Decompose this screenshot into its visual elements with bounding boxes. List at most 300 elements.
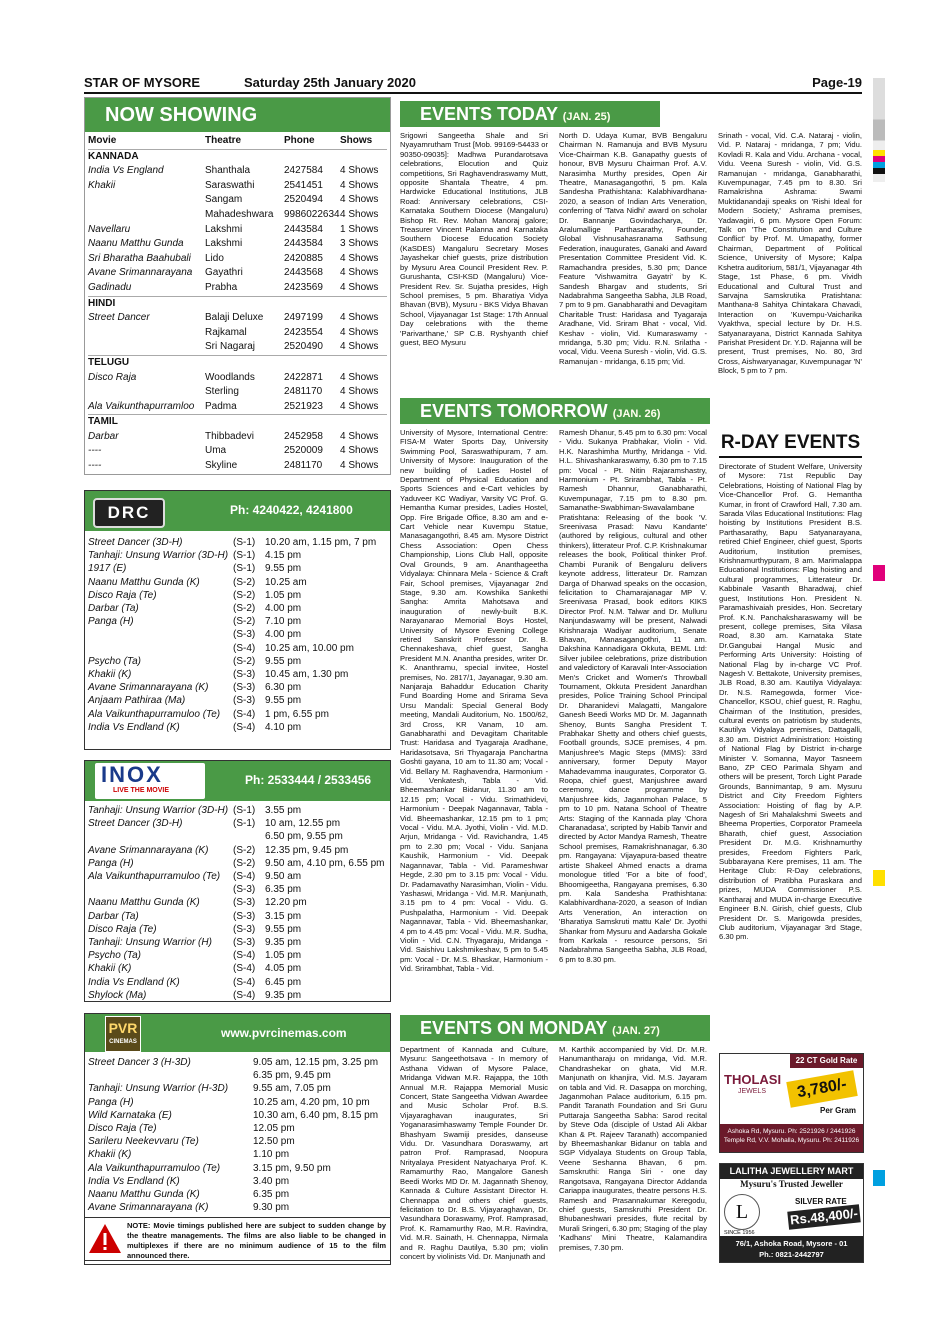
show-times: 6.35 pm	[253, 1189, 290, 1201]
movie-name: Avane Srimannarayana (K)	[88, 682, 209, 694]
movie-name: Naanu Matthu Gunda (K)	[88, 897, 200, 909]
screen: (S-4)	[233, 708, 256, 720]
table-body	[88, 149, 387, 474]
movie-cell: India Vs England	[88, 165, 164, 177]
movie-name: Khakii (K)	[88, 669, 132, 681]
screen: (S-4)	[233, 976, 256, 988]
phone-cell: 2427584	[284, 165, 323, 177]
table-row	[88, 179, 387, 194]
movie-cell: ----	[88, 460, 102, 472]
page-header	[84, 74, 862, 94]
movie-name: Panga (H)	[88, 857, 134, 869]
inox-header	[85, 761, 390, 801]
schedule-row	[88, 1175, 387, 1188]
movie-cell: Ala Vaikunthapurramloo	[88, 400, 195, 412]
show-times: 10.20 am, 1.15 pm, 7 pm	[265, 537, 377, 548]
table-row	[88, 444, 387, 459]
show-times: 1.05 pm	[265, 589, 302, 601]
inox-logo: INOX LIVE THE MOVIE	[95, 763, 205, 799]
table-row	[88, 340, 387, 355]
schedule-row	[88, 1109, 387, 1122]
screen: (S-1)	[233, 818, 256, 830]
schedule-row	[88, 1162, 387, 1175]
color-marks	[873, 150, 885, 174]
shows-cell: 4 Shows	[340, 165, 379, 177]
silver-rate: Rs.48,400/-	[787, 1204, 860, 1229]
movie-cell	[88, 340, 205, 355]
show-times: 3.40 pm	[253, 1175, 290, 1187]
theatre-cell: Gayathri	[205, 267, 243, 279]
theatre-cell: Sri Nagaraj	[205, 341, 256, 353]
show-times: 7.10 pm	[265, 616, 302, 628]
theatre-cell: Lakshmi	[205, 238, 243, 250]
theatre-cell: Uma	[205, 445, 227, 457]
show-times: 9.50 am	[265, 871, 302, 883]
table-row	[88, 237, 387, 252]
movie-cell	[88, 385, 205, 400]
show-times: 1.10 pm	[253, 1149, 290, 1161]
movie-name: Khakii (K)	[88, 1149, 132, 1161]
movie-name	[88, 1069, 233, 1082]
movie-name: Khakii (K)	[88, 963, 132, 975]
movie-name: Ala Vaikunthapurramuloo (Te)	[88, 708, 221, 720]
schedule-row	[88, 536, 387, 549]
schedule-row	[88, 681, 387, 694]
rday-title: R-DAY EVENTS	[719, 432, 862, 458]
schedule-row	[88, 562, 387, 575]
tholasi-sub: JEWELS	[737, 1088, 766, 1095]
show-times: 10.25 am, 4.20 pm, 10 pm	[253, 1096, 370, 1108]
theatre-cell: Prabha	[205, 281, 238, 293]
shows-cell: 4 Shows	[340, 252, 379, 264]
table-row	[88, 326, 387, 341]
language-heading: TELUGU	[88, 355, 387, 371]
shows-cell: 4 Shows	[340, 460, 379, 472]
schedule-row	[88, 870, 387, 883]
lalitha-since: SINCE 1956	[724, 1230, 755, 1236]
movie-name: Tanhaji: Unsung Warrior (3D-H)	[88, 805, 229, 816]
gold-rate: 3,780/-	[786, 1070, 857, 1107]
schedule-row	[88, 976, 387, 989]
drc-logo: DRC	[93, 498, 165, 528]
movie-name: Psycho (Ta)	[88, 950, 141, 962]
show-times: 10.30 am, 6.40 pm, 8.15 pm	[253, 1109, 379, 1121]
movie-name: Darbar (Ta)	[88, 603, 139, 615]
pvr-url[interactable]: www.pvrcinemas.com	[221, 1026, 347, 1040]
show-times: 9.50 am, 4.10 pm, 6.55 pm	[265, 857, 385, 869]
movie-name: 1917 (E)	[88, 563, 127, 575]
movie-name	[88, 830, 233, 843]
show-times: 6.30 pm	[265, 682, 302, 694]
screen: (S-3)	[233, 884, 256, 896]
movie-name: Shylock (Ma)	[88, 989, 147, 1001]
shows-cell: 3 Shows	[340, 238, 379, 250]
schedule-row	[88, 1135, 387, 1148]
phone-cell: 2520494	[284, 194, 323, 206]
table-row	[88, 266, 387, 281]
shows-cell: 4 Shows	[340, 194, 379, 206]
schedule-row	[88, 949, 387, 962]
theatre-cell: Balaji Deluxe	[205, 312, 264, 324]
screen: (S-4)	[233, 989, 256, 1001]
inox-schedule	[85, 801, 390, 1002]
theatre-cell: Woodlands	[205, 371, 255, 383]
events-tomorrow-panel	[400, 398, 710, 1010]
show-times: 10.25 am	[265, 576, 307, 588]
movie-cell: Naanu Matthu Gunda	[88, 238, 184, 250]
show-times: 9.55 pm	[265, 563, 302, 575]
show-times: 9.55 am, 7.05 pm	[253, 1083, 331, 1095]
table-row	[88, 371, 387, 386]
inox-phone: Ph: 2533444 / 2533456	[245, 773, 372, 787]
screen: (S-1)	[233, 550, 256, 562]
movie-name: Ala Vaikunthapurramuloo (Te)	[88, 1162, 221, 1174]
show-times: 4.00 pm	[265, 629, 302, 641]
screen: (S-4)	[233, 642, 256, 654]
schedule-row	[88, 804, 387, 817]
theatre-cell: Mahadeshwara	[205, 208, 274, 220]
lalitha-ad[interactable]	[719, 1163, 864, 1263]
phone-cell: 2422871	[284, 371, 323, 383]
movie-name: Disco Raja (Te)	[88, 589, 157, 601]
movie-name: Ala Vaikunthapurramuloo (Te)	[88, 871, 221, 883]
events-today-title: EVENTS TODAY (JAN. 25)	[400, 101, 660, 127]
note-box	[84, 1217, 391, 1261]
show-times: 4.15 pm	[265, 550, 302, 562]
shows-cell: 4 Shows	[340, 281, 379, 293]
phone-cell: 2497199	[284, 312, 323, 324]
show-times: 10.45 am, 1.30 pm	[265, 669, 349, 681]
screen: (S-1)	[233, 563, 256, 575]
schedule-row	[88, 576, 387, 589]
rday-text: Directorate of Student Welfare, University of Mysore: 71st Republic Day Celebrations, Hoisting of National Flag by Vice-Chancellor Prof. G. Hemantha Kumar, in front of Crawford Hall, 7.30 am. Sarada Vilas Educational Institutions: Flag hoisting by Institutions President B.S. Parthasarathy, Bapu Satyanarayana, retired Chief Engineer, chief guest, Sports Auditorium, Institution premises, Krishnamurthypuram, 8 am. Marimalappa Educational Institutions: Flag hoisting and cultural programmes, Litterateur Dr. Kabbinale Vasanth Bharadwaj, chief guest, Institutions Hon. President N. Paramashivaiah presides, Hon. Secretary Prof. K.N. Panchaksharaswamy will be present, college premises, Sita Vilasa Road, 8.30 am. Karnataka State Dr.Gangubai Hangal Music and Performing Arts University: Hoisting of National Flag by in-charge VC Prof. Nagesh V. Bettakote, University premises, JLB Road, 8.30 am. Kautilya Vidyalaya: Dr. N.S. Ramegowda, former Vice-Chancellor, KSOU, chief guest, R. Raghu, Chairman of the Institution, presides, cultural events on patriotism by students, Kautilya Vidyalaya premises, Dattagalli, 8.30 am. District Administration: Hoisting of National Flag by District in-charge Minister V. Somanna, Mayor Tasneem Bano, ZP CEO Parimala Shyam and others will be present, Torch Light Parade Grounds, Bannimantap, 9 am. Mysuru District and City Freedom Fighters Association: Hoisting of flag by A.P. Nagesh of Sri Mahalakshmi Sweets and Bheema Properties, Corporator Prameela Bharath, chief guest, Association President Dr. M.G. Krishnamurthy presides, Freedom Fighters Park, Subbarayana Kere premises, 11 am. The Heritage Club: R-Day celebrations, distribution of Pratibha Puraskara and prizes, MUDA Commissioner P.S. Kantharaj and MUDA in-charge Executive Engineer B.N. Girish, chief guests, Club President Dr. S. Marigowda presides, Club auditorium, Vijayanagar 3rd Stage, 6.30 pm.	[719, 462, 862, 942]
movie-name: Avane Srimannarayana (K)	[88, 844, 209, 856]
show-times: 12.35 pm, 9.45 pm	[265, 844, 349, 856]
schedule-row	[88, 615, 387, 628]
pvr-logo: PVR CINEMAS	[105, 1016, 141, 1052]
color-mark	[873, 565, 885, 581]
screen: (S-4)	[233, 963, 256, 975]
shows-cell: 4 Shows	[340, 430, 379, 442]
now-showing-table	[85, 132, 390, 474]
show-times: 9.30 pm	[253, 1202, 290, 1214]
movie-name: Psycho (Ta)	[88, 655, 141, 667]
schedule-row	[88, 1122, 387, 1135]
schedule-row	[88, 989, 387, 1002]
schedule-row	[88, 655, 387, 668]
movie-cell: Avane Srimannarayana	[88, 267, 193, 279]
schedule-row	[88, 628, 387, 641]
screen: (S-3)	[233, 937, 256, 949]
lalitha-contact: 76/1, Ashoka Road, Mysore - 01 Ph.: 0821-2442797	[720, 1236, 863, 1263]
movie-name: India Vs Endland (K)	[88, 1175, 180, 1187]
shows-cell: 4 Shows	[340, 371, 379, 383]
theatre-cell: Padma	[205, 400, 237, 412]
schedule-row	[88, 1201, 387, 1214]
shows-cell: 4 Shows	[340, 208, 379, 220]
table-row	[88, 385, 387, 400]
movie-cell	[88, 193, 205, 208]
rday-panel	[719, 432, 862, 1042]
show-times: 1 pm, 6.55 pm	[265, 708, 329, 720]
paper-name: STAR OF MYSORE	[84, 75, 201, 90]
events-monday-col1: Department of Kannada and Culture, Mysuru: Sangeethotsava - In memory of Asthana Vidwan of Mysore Palace, Mridanga Vidwan M.R. Rajappa, the 10th Annual M.R. Rajappa Memorial Music Concert, State Sangeetha Vidwan Awardee and Music Scholar Prof. B.S. Vijayaraghavan inaugurates, Sri Yoganarasimhaswamy Temple Founder Dr. Bhashyam Swamiji presides, danseuse Vidu. Dr. Vasundhara Doraswamy, art patron Prof. Ramprasad, Noopura Nrityalaya President Natyacharya Prof. K. Ramamurthy Rao, Mangalore Ganesh Beedi Works MD Dr. M. Jagannath Shenoy, Kannada & Culture Assistant Director H. Chennappa and others chief guests, felicitation to Dr. B.S. Vijayaraghavan, Dr. Vasundhara Doraswamy, Prof. Ramprasad, Prof. K. Ramamurthy Rao, M.R. Ravindra, Vid. M.R. Sainath, H. Chennappa, Nirmala and R. Raghu Dautilya, 5.30 pm; violin concert by violinists Vid. Dr. Manjunath and	[400, 1045, 548, 1261]
phone-cell: 2481170	[284, 460, 323, 472]
now-showing-panel	[84, 97, 391, 475]
show-times: 6.35 pm	[265, 884, 302, 896]
movie-name: India Vs Endland (K)	[88, 721, 180, 733]
phone-cell: 2443568	[284, 267, 323, 279]
theatre-cell: Skyline	[205, 460, 238, 472]
screen: (S-3)	[233, 669, 256, 681]
movie-cell: Navellaru	[88, 223, 131, 235]
events-today-col1: Srigowri Sangeetha Shale and Sri Nyayamrutham Trust [Mob. 99169-54433 or 90350-09035]: Madhwa Purandarotsava celebrations, Elocution and Quiz competitions, Sri Raghavendraswamy Mutt, opposite Shantala Theatre, 4 pm. Hardwicke Educational Institutions, JLB Road: Anniversary celebrations, CSI-Karnataka Southern Diocese (Mangaluru) Bishop Rt. Rev. Mohan Manoraj galore; Treasurer Vincent Palanna and Karnataka Southern Diocese Education Society (KaSDES) Mangaluru Secretary Moses Jayashekar chief guests, prize distribution by Mysuru Area Council President Rev. P. Gurushanta, CSI-KSD (Mangaluru) Vice-President Rev. Sr. Sujatha presides, High School premises, 5 pm. Bharatiya Vidya Bhavan (BVB), Mysuru - BKS Vidya Bhavan School, Vijayanagar 1st Stage: 17th Annual Day celebrations with the theme 'Parivarthane,' SP C.B. Ryshyanth chief guest, BEO Mysuru	[400, 131, 548, 347]
schedule-row	[88, 1069, 387, 1082]
shows-cell: 4 Shows	[340, 326, 379, 338]
show-times: 9.55 pm	[265, 923, 302, 935]
schedule-row	[88, 642, 387, 655]
drc-phone: Ph: 4240422, 4241800	[230, 503, 353, 517]
theatre-cell: Saraswathi	[205, 179, 255, 191]
movie-name: Darbar (Ta)	[88, 910, 139, 922]
gold-per: Per Gram	[820, 1106, 857, 1115]
schedule-row	[88, 1056, 387, 1069]
screen: (S-3)	[233, 695, 256, 707]
events-today-col3: Srinath - vocal, Vid. C.A. Nataraj - violin, Vid. P. Nataraj - mridanga, 7 pm; Vidu. Kovladi R. Kala and Vidu. Archana - vocal, Vidu. Veena Suresh - violin, Vid. G.S. Ramanujan - mridanga, Ganabharathi, Kuvempunagar, 7.45 pm to 8.30. Sri Ramakrishna Ashrama: Swami Muktidanandaji speaks on 'Rishi Ideal for Modern Society,' Ashrama premises, Yadavagiri, 6 pm. Mysore Open Forum: Talk on 'The Constitution and Culture Conflict' by Prof. M. Umapathy, former Chairman, Department of Political Science, University of Mysore; Kalpa Kshetra auditorium, 581/1, Vijayanagar 4th Stage, 1st Phase, 6 pm. Vividh Educational and Cultural Trust and Sarvajna Samskrutika Pratishtana: Manthana-8 Sahitya Chintakara Chavadi, Interaction on 'Kuvempu-Vaicharika Vyakthva, special lecture by Dr. H.S. Satyanarayana, District Kannada Sahitya Parishat President Dr. Y.D. Rajanna will be present, Trust premises, No. 80, 3rd Cross, Aishwaryanagar, Kuvempunagar 'N' Block, 5 pm to 7 pm.	[718, 131, 862, 376]
screen: (S-3)	[233, 629, 256, 641]
color-mark	[873, 1170, 885, 1186]
show-times: 3.15 pm, 9.50 pm	[253, 1162, 331, 1174]
movie-name: Panga (H)	[88, 616, 134, 628]
language-heading: KANNADA	[88, 149, 387, 165]
col-phone: Phone	[284, 135, 315, 146]
screen: (S-1)	[233, 537, 256, 548]
show-times: 9.35 pm	[265, 989, 302, 1001]
schedule-row	[88, 589, 387, 602]
note-text: NOTE: Movie timings published here are subject to sudden change by the theatre managements. The films are also liable to be changed in multiplexes if there are no minimum audience of 15 to the film announced there.	[127, 1221, 386, 1260]
events-monday-title: EVENTS ON MONDAY (JAN. 27)	[400, 1015, 710, 1041]
tholasi-addresses: Ashoka Rd, Mysuru. Ph: 2521926 / 2441926 Temple Rd, V.V. Mohalla, Mysuru. Ph: 2411926	[720, 1124, 863, 1153]
movie-name: Street Dancer (3D-H)	[88, 818, 183, 830]
show-times: 4.05 pm	[265, 963, 302, 975]
shows-cell: 4 Shows	[340, 312, 379, 324]
table-row	[88, 430, 387, 445]
phone-cell: 2443584	[284, 238, 323, 250]
phone-cell: 2423569	[284, 281, 323, 293]
screen: (S-4)	[233, 871, 256, 883]
movie-name: Tanhaji: Unsung Warrior (H-3D)	[88, 1083, 229, 1095]
schedule-row	[88, 721, 387, 734]
movie-cell: Disco Raja	[88, 371, 137, 383]
now-showing-title: NOW SHOWING	[85, 98, 390, 132]
movie-name: Street Dancer (3D-H)	[88, 537, 183, 548]
col-theatre: Theatre	[205, 135, 242, 146]
movie-name	[88, 642, 233, 655]
events-monday-panel	[400, 1015, 710, 1265]
schedule-row	[88, 694, 387, 707]
show-times: 9.55 pm	[265, 695, 302, 707]
movie-cell: Darbar	[88, 430, 119, 442]
schedule-row	[88, 549, 387, 562]
movie-name: Avane Srimannarayana (K)	[88, 1202, 209, 1214]
screen: (S-3)	[233, 923, 256, 935]
schedule-row	[88, 1082, 387, 1095]
schedule-row	[88, 830, 387, 843]
movie-name: Naanu Matthu Gunda (K)	[88, 576, 200, 588]
movie-name: Sarileru Neekevvaru (Te)	[88, 1136, 199, 1148]
language-heading: TAMIL	[88, 414, 387, 430]
show-times: 3.55 pm	[265, 805, 302, 816]
schedule-row	[88, 883, 387, 896]
schedule-row	[88, 936, 387, 949]
inox-panel	[84, 760, 391, 1002]
phone-cell: 2521923	[284, 400, 323, 412]
schedule-row	[88, 668, 387, 681]
phone-cell: 9986022634	[284, 208, 340, 220]
theatre-cell: Lakshmi	[205, 223, 243, 235]
show-times: 10.25 am, 10.00 pm	[265, 642, 354, 654]
movie-cell	[88, 326, 205, 341]
drc-schedule	[85, 531, 390, 734]
warning-icon	[85, 1218, 123, 1260]
show-times: 9.55 pm	[265, 655, 302, 667]
screen: (S-2)	[233, 603, 256, 615]
language-heading: HINDI	[88, 296, 387, 312]
movie-name: India Vs Endland (K)	[88, 976, 180, 988]
show-times: 3.15 pm	[265, 910, 302, 922]
show-times: 9.35 pm	[265, 937, 302, 949]
shows-cell: 4 Shows	[340, 386, 379, 398]
pvr-header	[85, 1014, 390, 1052]
drc-header	[85, 491, 390, 531]
tholasi-ad[interactable]	[719, 1053, 864, 1153]
theatre-cell: Thibbadevi	[205, 430, 254, 442]
schedule-row	[88, 910, 387, 923]
events-tomorrow-title: EVENTS TOMORROW (JAN. 26)	[400, 398, 710, 424]
table-header	[88, 134, 387, 149]
theatre-cell: Sterling	[205, 386, 239, 398]
movie-name	[88, 883, 233, 896]
shows-cell: 1 Shows	[340, 223, 379, 235]
phone-cell: 2443584	[284, 223, 323, 235]
theatre-cell: Sangam	[205, 194, 243, 206]
show-times: 6.35 pm, 9.45 pm	[253, 1070, 331, 1082]
table-row	[88, 281, 387, 296]
phone-cell: 2452958	[284, 430, 323, 442]
show-times: 6.45 pm	[265, 976, 302, 988]
phone-cell: 2423554	[284, 326, 323, 338]
movie-name: Tanhaji: Unsung Warrior (3D-H)	[88, 550, 229, 562]
table-row	[88, 459, 387, 474]
col-movie: Movie	[88, 135, 117, 146]
lalitha-name: LALITHA JEWELLERY MART	[720, 1164, 863, 1179]
screen: (S-2)	[233, 857, 256, 869]
shows-cell: 4 Shows	[340, 445, 379, 457]
screen: (S-3)	[233, 682, 256, 694]
schedule-row	[88, 708, 387, 721]
tholasi-name: THOLASI	[724, 1072, 782, 1087]
show-times: 12.50 pm	[253, 1136, 295, 1148]
lalitha-emblem: L	[724, 1194, 760, 1230]
silver-label: SILVER RATE	[795, 1197, 847, 1206]
movie-name: Disco Raja (Te)	[88, 1123, 157, 1135]
theatre-cell: Lido	[205, 252, 224, 264]
drc-panel	[84, 490, 391, 750]
movie-name: Tanhaji: Unsung Warrior (H)	[88, 937, 212, 949]
show-times: 12.20 pm	[265, 897, 307, 909]
movie-name: Anjaam Pathiraa (Ma)	[88, 695, 186, 707]
lalitha-tagline: Mysuru's Trusted Jeweller	[740, 1179, 843, 1189]
table-row	[88, 252, 387, 267]
schedule-row	[88, 896, 387, 909]
events-today-col2: North D. Udaya Kumar, BVB Bengaluru Chairman N. Ramanuja and BVB Mysuru Vice-Chairman K.B. Ganapathy guests of honour, BVB Mysuru Chairman Prof. A.V. Narasimha Murthy presides, Open Air Theatre, Manasagangothri, 5 pm. Kala Sandesha Prathishtana: Kalabhivardhana-2020, a season of Indian Arts Veneration, conferring of 'Tatva Nidhi' award on scholar Dr. Bannanje Govindacharya, Dr. Aralumallige Parthasarathy, Founder, Global Vishnusahasranama Sathsung Federation, inaugurates, Ganaki and Award Presentation Committee President Vid. K. Ramachandra presides, 5.30 pm; Dance Feature 'Vishwamitra Gayatri' by K. Sandesh Bhargav and students, Sri Nadabrahma Sangeetha Sabha, JLB Road, 7 pm to 9 pm. Ganabharathi and Devagitam Charitable Trust: Haridasa and Tyagaraja Aradhane, Vid. Sriram Bhat - vocal, Vid. Keshav - violin, Vid. Kumaraswamy - mridanga, 5.30 pm; Vidu. R.N. Srilatha - vocal, Vidu. Veena Suresh - violin, Vid. G.S. Ramanujan - mridanga, 6.15 pm; Vid.	[559, 131, 707, 366]
gold-rate-label: 22 CT Gold Rate	[790, 1054, 863, 1068]
screen	[233, 830, 265, 843]
schedule-row	[88, 857, 387, 870]
table-row	[88, 311, 387, 326]
movie-name: Street Dancer 3 (H-3D)	[88, 1057, 191, 1068]
events-tomorrow-col1: University of Mysore, International Centre: FISA-M Water Sports Day, University Swimming Pool, Saraswathipuram, 7 am. University of Mysore: Inauguration of the new building of Ladies Hostel of Department of Physical Education and Sports Sciences and e-Cart vehicles by Yaduveer KC Wadiyar, Varsity VC Prof. G. Hemantha Kumar presides, Ladies Hostel, Opp. Fire Brigade Office, 8.30 am and e-Cart Vehicle near Kuvempu Statue, Manasagangothri, 8.45 am. Mysore District Chess Association: Open Chess Championship, Lions Club Hall, opposite Oval Grounds, 9 am. Ananthageetha Vidyalaya: Chinnara Mela - Science & Craft Fair, School premises, Vijayanagar 2nd Stage, 9.30 am. Kowshika Sankethi Sangha: Amrita Mahotsava and inauguration of newly-built B.K. Narayanarao Memorial Boys Hostel, University of Mysore Evening College retired Sanskrit Professor Dr. B. Chennakeshava, chief guest, Sangha President M.N. Anantha presides, writer Dr. K. Ananthramu, special invitee, Hostel premises, No. 2817/1, Jayanagar, 9.30 am. Nanjaraja Bahaddur Education Charity Fund Boarding Home and Srirama Seva Ursu Mandali: Special General Body meeting, Mandali Auditorium, No. 1500/62, 3rd Cross, KR Vanam, 10 am. Ganabharathi and Devagitam Charitable Trust: Haridasa and Tyagaraja Aradhane, Haridasotsava, Sri Thyagaraja Panchartna Goshti gayana, 10 am to 11.30 am; Vocal - Vid. Bellary M. Raghavendra, Harmonium - Vid. Venkatesh, Tabla - Vid. Bheemashankar Bidanur, 11.30 am to 12.15 pm; Vocal - Vidu. Srimathidevi, Harmonium - Deepak Nagannavar, Tabla - Vid. Bheemashankar, 12.15 pm to 1 pm; Vocal - Vidu. M.A. Jyothi, Violin - Vid. M.D. Arjun, Mridanga - Vid. Ravichandra, 1.45 pm to 2.30 pm; Vocal - Vidu. Sanjana Kaushik, Harmonium - Vid. Deepak Nagannavar, Tabla - Vid. Parameshwar Hegde, 2.30 pm to 3.15 pm: Vocal - Vidu. Dr. Padamavathy Narasimhan, Violin - Vidu. Yashaswi, Mridanga - Vid. M.R. Manjunath, 3.15 pm to 4 pm: Vocal - Vidu. G. Pushpalatha, Harmonium - Vid. Deepak Nagannavar, Tabla - Vid. Bheemashankar, 4 pm to 4.45 pm: Vocal - Vidu. M.R. Sudha, Violin - Vid. C.N. Thyagaraju, Mridanga - Vid. Saishivu Lakshmikeshav, 5 pm to 5.45 pm: Vocal - Dr. M.S. Bhaskar, Harmonium - Vid. Srirambhat, Tabla - Vid.	[400, 428, 548, 974]
movie-cell: Gadinadu	[88, 281, 132, 293]
movie-cell: Khakii	[88, 179, 116, 191]
movie-cell: Street Dancer	[88, 312, 150, 324]
col-shows: Shows	[340, 135, 373, 146]
movie-cell	[88, 208, 205, 223]
phone-cell: 2520490	[284, 341, 323, 353]
show-times: 4.10 pm	[265, 721, 302, 733]
show-times: 12.05 pm	[253, 1123, 295, 1135]
events-tomorrow-col2: Ramesh Dhanur, 5.45 pm to 6.30 pm: Vocal - Vidu. Sukanya Prabhakar, Violin - Vid. H.K. Narashimha Murthy, Mridanga - Vid. H.L. Shivashankaraswamy, 6.30 pm to 7.15 pm: Vocal - Pt. Nitin Rajaramshastry, Harmonium - Pt. Srirambhat, Tabla - Pt. Ramesh Dhannur, Ganabharathi, Kuvempunagar, 7.15 pm to 8.30 pm. Samanathe-Swabhiman-Swavalambane Pratishtana: Releasing of the book 'V. Sreenivasa Prasad: Navu Kandante' (authored by religious, cultural and other thinkers), litterateur Prof. C.P. Krishnakumar releases the book, Political thinker Prof. Chambi Puranik of Bengaluru delivers keynote address, litterateur Dr. Ramzan Darga of Dharwad speaks on the occasion, felicitation to Chamarajanagar MP V. Sreenivasa Prasad, book editors KIKS Director Prof. N.M. Talwar and Dr. Mulluru Nanjundaswamy will be present, Nalwadi Krishnaraja Wadiyar auditorium, Senate Bhavan, Manasagangothri, 11 am. Dakshina Kannadigara Okkuta, BEML Ltd: Silver jubilee celebrations, prize distribution and valedictory of Karavali Inter-Association Men's Cricket and Women's Throwball Tournament, Okkuta President Janardhan presides, Police Training School Principal Dr. Dharanidevi Malagatti, Mangalore Ganesh Beedi Works MD Dr. M. Jagannath Shenoy, Bunts Sangha President T. Prabhakar Shetty and others chief guests, Football grounds, SJCE premises, 4 pm. Manjushree's Magic Steps (MMS): 33rd anniversary, former Deputy Mayor Mahadevamma inaugurates, Corporator G. Roopa, chief guest, Manjushree award ceremony, dance programme by Manjushree kids, Jaganmohan Palace, 5 pm to 10 pm. Natana School of Theatre Arts: Staging of the Kannada play 'Chora Charanadasa', scripted by Habib Tanvir and directed by Actor Mandya Ramesh, Theatre School premises, Ramakrishnanagar, 6.30 pm. Rangayana: Vijayapura-based theatre artiste Shakeel Ahmed enacts a drama monologue titled 'For a bite of food', Bhoomigeetha, Rangayana premises, 6.30 pm. Kala Sandesha Prathishtana: Kalabhivardhana-2020, a season of Indian Arts Veneration, An interaction on 'Bharatiya Samskruti mattu Kale' Dr. Jyothi Shankar from Mysuru and Aadarsha Gokale from Karkala - resource persons, Sri Nadabrahma Sangeetha Sabha, JLB Road, 6 pm to 8.30 pm.	[559, 428, 707, 964]
show-times: 9.05 am, 12.15 pm, 3.25 pm	[253, 1057, 379, 1068]
table-row	[88, 193, 387, 208]
phone-cell: 2420885	[284, 252, 323, 264]
screen: (S-2)	[233, 589, 256, 601]
theatre-cell: Rajkamal	[205, 326, 247, 338]
schedule-row	[88, 817, 387, 830]
screen: (S-2)	[233, 844, 256, 856]
screen: (S-2)	[233, 616, 256, 628]
schedule-row	[88, 962, 387, 975]
schedule-row	[88, 602, 387, 615]
schedule-row	[88, 1188, 387, 1201]
events-monday-col2: M. Karthik accompanied by Vid. Dr. M.R. Hanumantharaju on mridanga, Vid. M.R. Chandrashekar on ghata, Vid M.R. Manjunath on khanjira, Vid. M.S. Jayaram on tabla and Vid. R. Dasappa on morching, Jaganmohan Palace auditorium, 6.15 pm. Pandit Taranath Foundation and Sri Guru Puttaraja Sangeetha Sabha: Sarod recital by Steve Oda (disciple of Ustad Ali Akbar Khan & Pt. Rajeev Taranath) accompanied by Bheemashankar Bidanur on tabla and SGP Vidyalaya Students on Group Tabla, Veene Seshanna Bhavan, 6 pm. Samskruthi: Ranga Siri - one day Rangotsava, Rangayana Director Addanda Cariappa inaugurates, theatre persons H.S. Ramesh and Prasannakumar Keregodu, chief guests, Samskruthi President Dr. Bhubaneshwari presides, flute recital by Murali Sringeri, 6.30 pm; Staging of the play 'Kadhans' Mini Theatre, Kalamandira premises, 7.30 pm.	[559, 1045, 707, 1252]
movie-name: Wild Karnataka (E)	[88, 1109, 172, 1121]
theatre-cell: Shanthala	[205, 165, 251, 177]
shows-cell: 4 Shows	[340, 400, 379, 412]
movie-cell: ----	[88, 445, 102, 457]
screen: (S-2)	[233, 655, 256, 667]
shows-cell: 4 Shows	[340, 179, 379, 191]
schedule-row	[88, 844, 387, 857]
table-row	[88, 164, 387, 179]
pvr-schedule	[85, 1052, 390, 1214]
screen: (S-1)	[233, 805, 256, 816]
schedule-row	[88, 1148, 387, 1161]
movie-name: Naanu Matthu Gunda (K)	[88, 1189, 200, 1201]
phone-cell: 2481170	[284, 386, 323, 398]
phone-cell: 2520009	[284, 445, 323, 457]
show-times: 6.50 pm, 9.55 pm	[265, 831, 343, 843]
movie-name: Disco Raja (Te)	[88, 923, 157, 935]
shows-cell: 4 Shows	[340, 267, 379, 279]
screen: (S-4)	[233, 950, 256, 962]
phone-cell: 2541451	[284, 179, 323, 191]
table-row	[88, 208, 387, 223]
page-date: Saturday 25th January 2020	[244, 75, 416, 90]
show-times: 1.05 pm	[265, 950, 302, 962]
movie-name: Panga (H)	[88, 1096, 134, 1108]
shows-cell: 4 Shows	[340, 341, 379, 353]
